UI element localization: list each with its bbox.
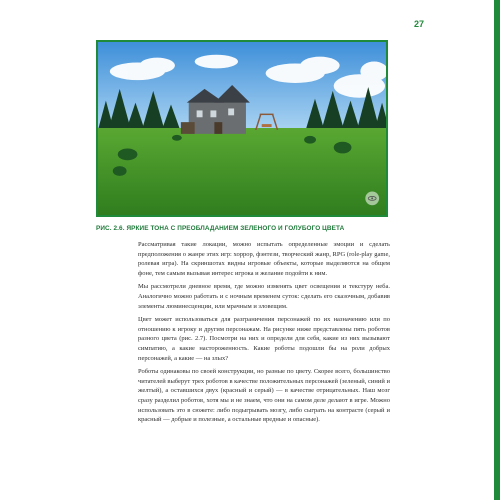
paragraph-3: Цвет может использоваться для разграничения персонажей по их назначению или по отношению к игроку и другим персонажам. На рисунке ниже представлены пять роботов разного цвета (рис. 2.7). Посмотри на них и определи для себя, какие из них вызывают симпатию, а какие настороженность. Какие роботы подошли бы на роли добрых персонажей, а какие — на злых? (138, 316, 390, 362)
page-number: 27 (413, 19, 424, 29)
game-scene (98, 42, 386, 215)
paragraph-1: Рассматривая такие локации, можно испытать определенные эмоции и сделать предположения о жанре этих игр: хоррор, фэнтези, творческий жанр, RPG (role-play game, ролевая игра). На скриншотах видны игровые объекты, которые выделяются на общем фоне, тем самым вызывая интерес игрока и желание подойти к ним. (138, 241, 390, 277)
eye-icon (365, 192, 379, 206)
figure-game-screenshot (96, 40, 388, 217)
grass (98, 128, 386, 215)
body-text (138, 240, 390, 429)
paragraph-4: Роботы одинаковы по своей конструкции, но разные по цвету. Скорее всего, большинство читателей выберут трех роботов в качестве положительных персонажей (зеленый, синий и желтый), а оставшихся двух (красный и серый) — в качестве отрицательных. Наш мозг сразу разделил роботов, хотя мы и не знаем, что они на самом деле делают в игре. Можно использовать это в сюжете: либо подыгрывать мозгу, либо сыграть на контрасте (серый и красный — добрые и полезные, а остальные вредные и опасные). (138, 368, 390, 424)
page-accent-stripe (494, 0, 500, 500)
figure-caption: РИС. 2.6. ЯРКИЕ ТОНА С ПРЕОБЛАДАНИЕМ ЗЕЛЕНОГО И ГОЛУБОГО ЦВЕТА (96, 225, 345, 232)
paragraph-2: Мы рассмотрели дневное время, где можно изменять цвет освещения и текстуру неба. Аналогично можно работать и с ночным временем суток: сделать его сказочным, добавив элементы люминесценции, или мрачным и зловещим. (138, 283, 390, 310)
